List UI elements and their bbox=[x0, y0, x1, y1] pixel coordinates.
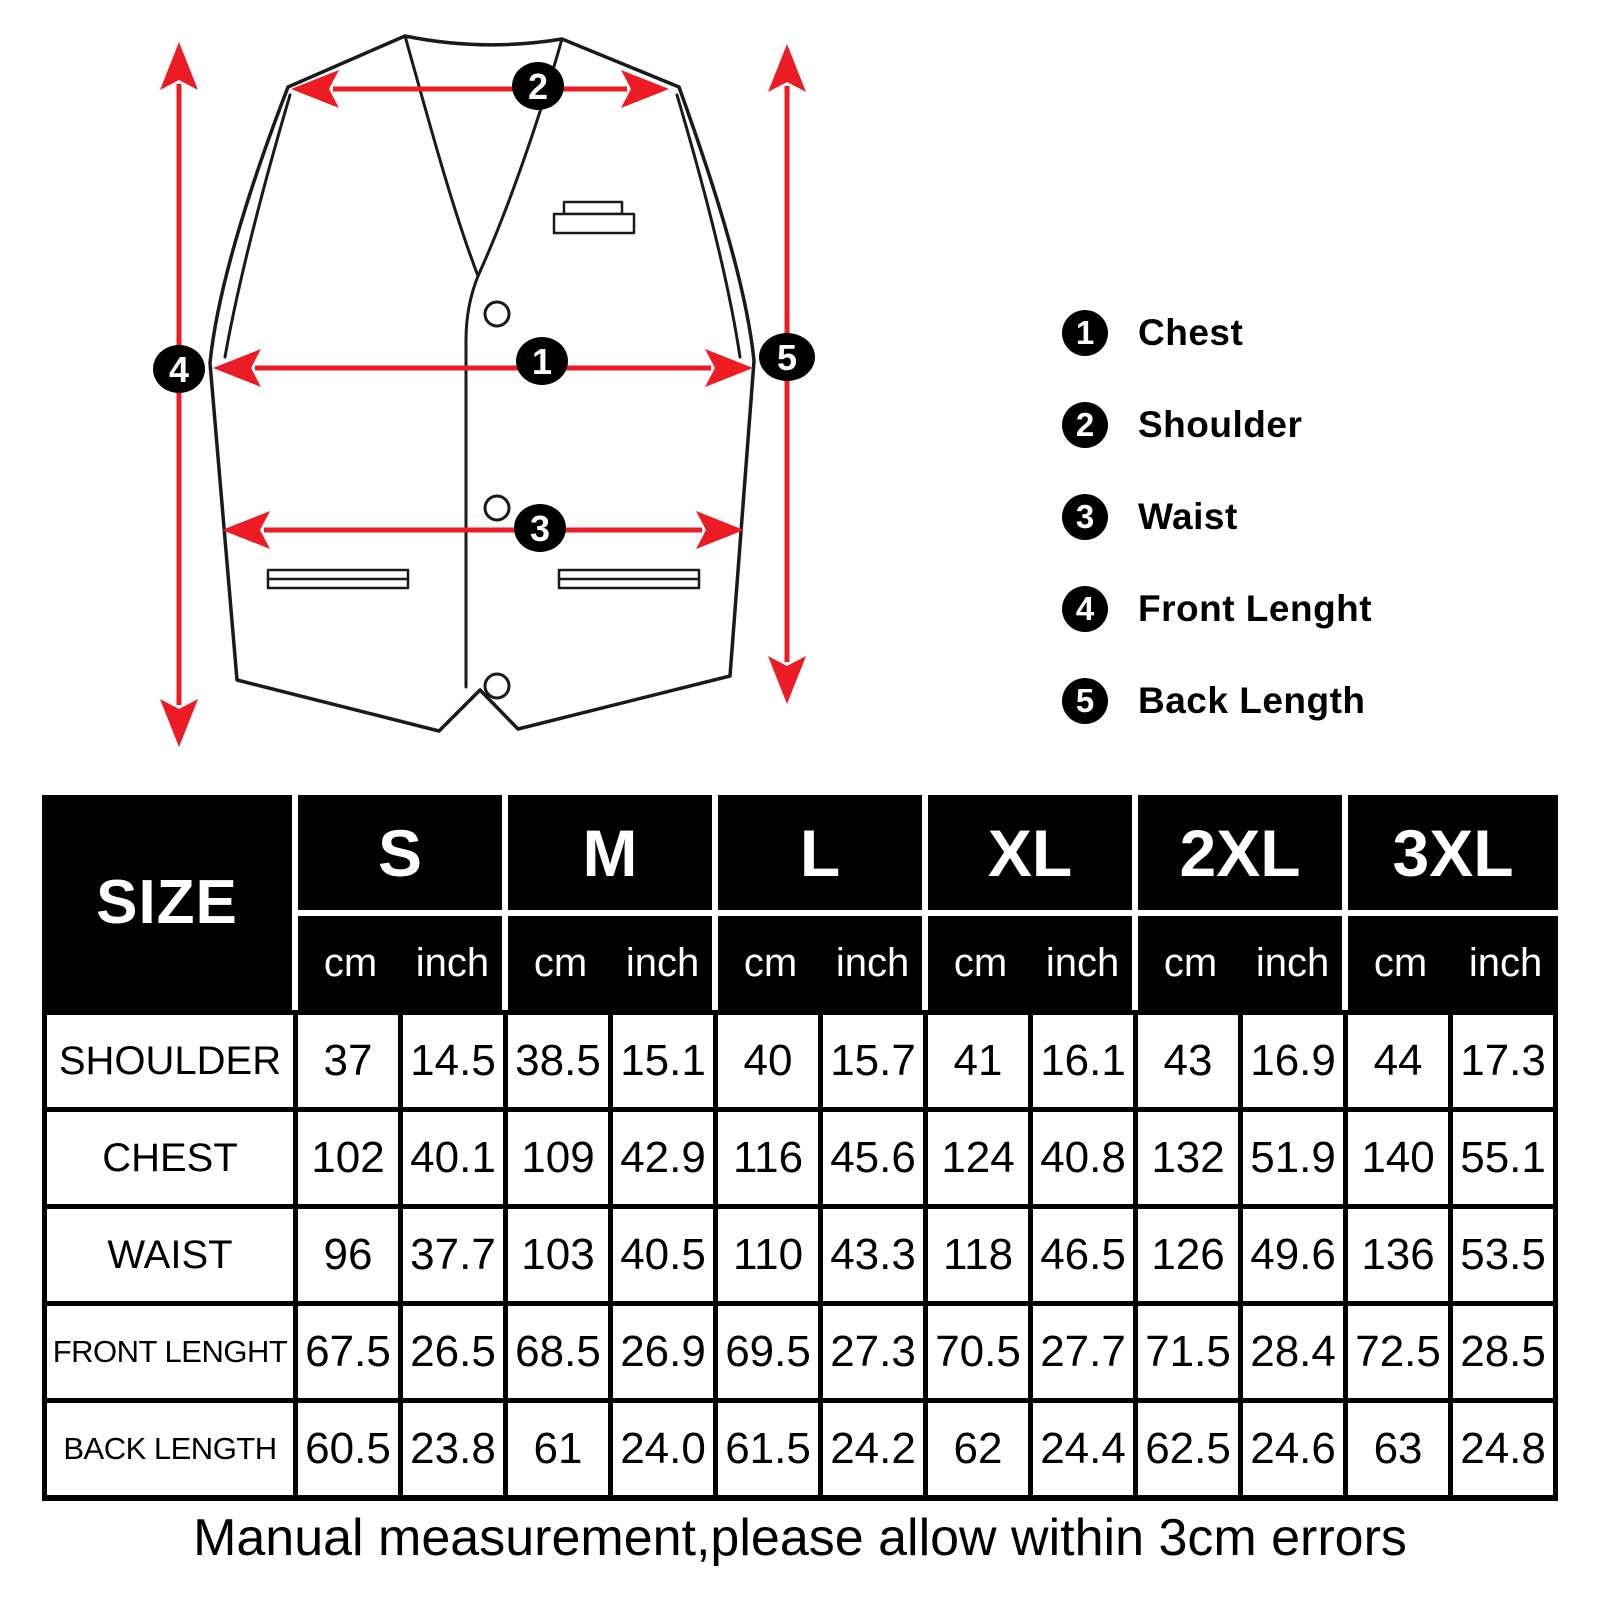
svg-text:5: 5 bbox=[776, 337, 798, 378]
measurement-cell: 109 bbox=[508, 1107, 613, 1204]
unit-header-inch: inch bbox=[403, 916, 508, 1010]
diagram-badge-chest bbox=[516, 337, 568, 385]
unit-header-inch: inch bbox=[1453, 916, 1558, 1010]
legend-number-badge: 2 bbox=[1062, 402, 1108, 448]
measurement-cell: 103 bbox=[508, 1204, 613, 1301]
legend-label: Chest bbox=[1138, 312, 1244, 353]
measurement-cell: 60.5 bbox=[298, 1398, 403, 1501]
size-table bbox=[42, 795, 1558, 1501]
measurement-cell: 140 bbox=[1348, 1107, 1453, 1204]
vest-outline bbox=[210, 36, 754, 731]
measurement-cell: 126 bbox=[1138, 1204, 1243, 1301]
front-length-measure-arrow bbox=[160, 42, 198, 747]
measurement-cell: 44 bbox=[1348, 1010, 1453, 1107]
table-row-shoulder bbox=[42, 1010, 1558, 1107]
row-label-shoulder: SHOULDER bbox=[42, 1010, 298, 1107]
unit-header-inch: inch bbox=[613, 916, 718, 1010]
size-column-header-s: S bbox=[298, 795, 508, 916]
table-row-waist bbox=[42, 1204, 1558, 1301]
measurement-cell: 110 bbox=[718, 1204, 823, 1301]
legend-item-back-length bbox=[1062, 678, 1372, 724]
measurement-cell: 42.9 bbox=[613, 1107, 718, 1204]
measurement-cell: 28.4 bbox=[1243, 1301, 1348, 1398]
measurement-disclaimer: Manual measurement,please allow within 3cm errors bbox=[193, 1509, 1407, 1567]
table-row-back-length bbox=[42, 1398, 1558, 1501]
svg-text:4: 4 bbox=[168, 349, 190, 390]
diagram-badge-back-length bbox=[759, 333, 815, 381]
welt-pocket-right bbox=[559, 570, 699, 588]
legend-number-badge: 3 bbox=[1062, 494, 1108, 540]
measurement-cell: 24.6 bbox=[1243, 1398, 1348, 1501]
size-column-header-3xl: 3XL bbox=[1348, 795, 1558, 916]
measurement-cell: 37.7 bbox=[403, 1204, 508, 1301]
measurement-cell: 46.5 bbox=[1033, 1204, 1138, 1301]
legend-item-front-length bbox=[1062, 586, 1372, 632]
table-row-front-length bbox=[42, 1301, 1558, 1398]
measurement-cell: 118 bbox=[928, 1204, 1033, 1301]
unit-header-cm: cm bbox=[298, 916, 403, 1010]
measurement-cell: 71.5 bbox=[1138, 1301, 1243, 1398]
measurement-legend bbox=[1062, 310, 1372, 770]
legend-label: Waist bbox=[1138, 496, 1238, 537]
measurement-cell: 70.5 bbox=[928, 1301, 1033, 1398]
unit-header-inch: inch bbox=[823, 916, 928, 1010]
legend-number-badge: 1 bbox=[1062, 310, 1108, 356]
chest-pocket bbox=[554, 202, 634, 233]
measurement-cell: 38.5 bbox=[508, 1010, 613, 1107]
measurement-cell: 124 bbox=[928, 1107, 1033, 1204]
size-header: SIZE bbox=[42, 795, 298, 1010]
size-column-header-m: M bbox=[508, 795, 718, 916]
legend-label: Front Lenght bbox=[1138, 588, 1373, 629]
measurement-cell: 40 bbox=[718, 1010, 823, 1107]
size-column-header-2xl: 2XL bbox=[1138, 795, 1348, 916]
unit-header-cm: cm bbox=[718, 916, 823, 1010]
measurement-cell: 69.5 bbox=[718, 1301, 823, 1398]
measurement-cell: 53.5 bbox=[1453, 1204, 1558, 1301]
legend-item-shoulder bbox=[1062, 402, 1372, 448]
diagram-badge-front-length bbox=[153, 345, 205, 393]
measurement-cell: 26.5 bbox=[403, 1301, 508, 1398]
measurement-cell: 15.7 bbox=[823, 1010, 928, 1107]
measurement-cell: 40.8 bbox=[1033, 1107, 1138, 1204]
measurement-cell: 49.6 bbox=[1243, 1204, 1348, 1301]
diagram-badge-waist bbox=[514, 504, 566, 552]
measurement-cell: 61 bbox=[508, 1398, 613, 1501]
measurement-cell: 132 bbox=[1138, 1107, 1243, 1204]
measurement-cell: 61.5 bbox=[718, 1398, 823, 1501]
measurement-cell: 16.9 bbox=[1243, 1010, 1348, 1107]
legend-label: Shoulder bbox=[1138, 404, 1303, 445]
unit-header-inch: inch bbox=[1033, 916, 1138, 1010]
legend-number-badge: 4 bbox=[1062, 586, 1108, 632]
measurement-cell: 15.1 bbox=[613, 1010, 718, 1107]
measurement-cell: 68.5 bbox=[508, 1301, 613, 1398]
size-column-header-l: L bbox=[718, 795, 928, 916]
measurement-cell: 27.7 bbox=[1033, 1301, 1138, 1398]
vest-measurement-diagram bbox=[0, 0, 1000, 775]
legend-item-waist bbox=[1062, 494, 1372, 540]
measurement-cell: 27.3 bbox=[823, 1301, 928, 1398]
row-label-back-length: BACK LENGTH bbox=[42, 1398, 298, 1501]
svg-text:1: 1 bbox=[531, 341, 553, 382]
size-column-header-xl: XL bbox=[928, 795, 1138, 916]
measurement-cell: 24.8 bbox=[1453, 1398, 1558, 1501]
measurement-cell: 72.5 bbox=[1348, 1301, 1453, 1398]
row-label-front-length: FRONT LENGHT bbox=[42, 1301, 298, 1398]
measurement-cell: 43 bbox=[1138, 1010, 1243, 1107]
vest-button bbox=[485, 496, 509, 520]
measurement-cell: 24.2 bbox=[823, 1398, 928, 1501]
measurement-cell: 14.5 bbox=[403, 1010, 508, 1107]
measurement-cell: 96 bbox=[298, 1204, 403, 1301]
measurement-cell: 136 bbox=[1348, 1204, 1453, 1301]
row-label-chest: CHEST bbox=[42, 1107, 298, 1204]
measurement-cell: 43.3 bbox=[823, 1204, 928, 1301]
measurement-cell: 102 bbox=[298, 1107, 403, 1204]
measurement-cell: 16.1 bbox=[1033, 1010, 1138, 1107]
measurement-cell: 24.0 bbox=[613, 1398, 718, 1501]
measurement-cell: 67.5 bbox=[298, 1301, 403, 1398]
row-label-waist: WAIST bbox=[42, 1204, 298, 1301]
measurement-cell: 45.6 bbox=[823, 1107, 928, 1204]
svg-text:3: 3 bbox=[529, 508, 551, 549]
vest-button bbox=[485, 674, 509, 698]
measurement-cell: 17.3 bbox=[1453, 1010, 1558, 1107]
unit-header-cm: cm bbox=[508, 916, 613, 1010]
measurement-cell: 37 bbox=[298, 1010, 403, 1107]
unit-header-cm: cm bbox=[1138, 916, 1243, 1010]
table-row-chest bbox=[42, 1107, 1558, 1204]
svg-text:2: 2 bbox=[527, 66, 549, 107]
measurement-cell: 55.1 bbox=[1453, 1107, 1558, 1204]
welt-pocket-left bbox=[268, 570, 408, 588]
measurement-cell: 63 bbox=[1348, 1398, 1453, 1501]
measurement-cell: 116 bbox=[718, 1107, 823, 1204]
measurement-cell: 62.5 bbox=[1138, 1398, 1243, 1501]
measurement-cell: 62 bbox=[928, 1398, 1033, 1501]
measurement-cell: 40.1 bbox=[403, 1107, 508, 1204]
diagram-badge-shoulder bbox=[512, 62, 564, 110]
unit-header-cm: cm bbox=[1348, 916, 1453, 1010]
vest-button bbox=[485, 302, 509, 326]
legend-number-badge: 5 bbox=[1062, 678, 1108, 724]
unit-header-cm: cm bbox=[928, 916, 1033, 1010]
measurement-cell: 23.8 bbox=[403, 1398, 508, 1501]
legend-label: Back Length bbox=[1138, 680, 1366, 721]
measurement-cell: 40.5 bbox=[613, 1204, 718, 1301]
measurement-cell: 41 bbox=[928, 1010, 1033, 1107]
measurement-cell: 28.5 bbox=[1453, 1301, 1558, 1398]
legend-item-chest bbox=[1062, 310, 1372, 356]
size-header-row bbox=[42, 795, 1558, 916]
unit-header-inch: inch bbox=[1243, 916, 1348, 1010]
measurement-cell: 51.9 bbox=[1243, 1107, 1348, 1204]
measurement-cell: 26.9 bbox=[613, 1301, 718, 1398]
measurement-cell: 24.4 bbox=[1033, 1398, 1138, 1501]
